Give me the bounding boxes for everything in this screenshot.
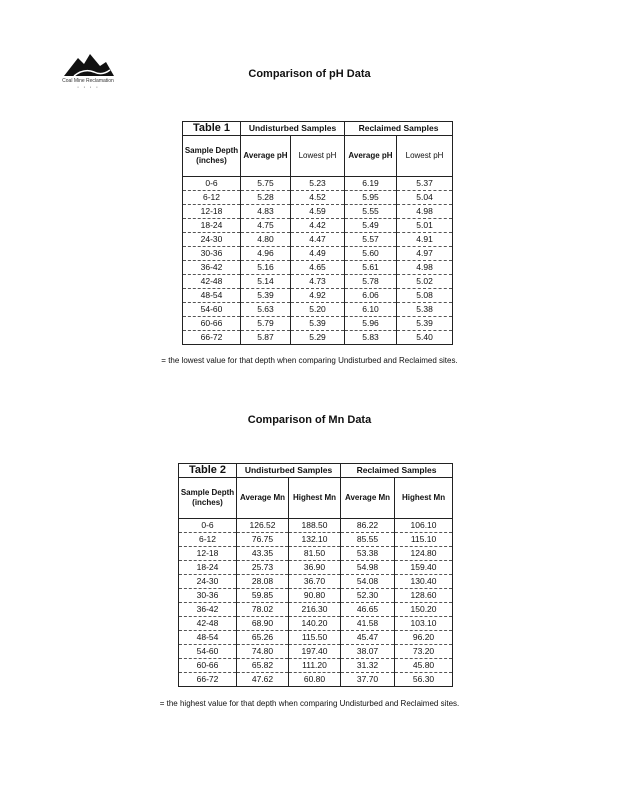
- value-cell: 5.60: [345, 247, 397, 261]
- mn-undisturbed-header: Undisturbed Samples: [237, 464, 341, 478]
- value-cell: 43.35: [237, 547, 289, 561]
- value-cell: 5.79: [241, 317, 291, 331]
- ph-section-title: Comparison of pH Data: [248, 68, 371, 80]
- table-row: [179, 617, 453, 631]
- value-cell: 5.39: [241, 289, 291, 303]
- value-cell: 5.29: [291, 331, 345, 345]
- value-cell: 124.80: [395, 547, 453, 561]
- value-cell: 103.10: [395, 617, 453, 631]
- value-cell: 5.37: [397, 177, 453, 191]
- depth-cell: 48-54: [183, 289, 241, 303]
- value-cell: 96.20: [395, 631, 453, 645]
- depth-cell: 60-66: [183, 317, 241, 331]
- depth-cell: 60-66: [179, 659, 237, 673]
- table-row: [183, 233, 453, 247]
- ph-col-reclaimed-average: Average pH: [345, 136, 397, 177]
- value-cell: 52.30: [341, 589, 395, 603]
- value-cell: 5.40: [397, 331, 453, 345]
- table-row: [179, 589, 453, 603]
- ph-col-undisturbed-average: Average pH: [241, 136, 291, 177]
- value-cell: 5.96: [345, 317, 397, 331]
- value-cell: 216.30: [289, 603, 341, 617]
- value-cell: 5.95: [345, 191, 397, 205]
- value-cell: 31.32: [341, 659, 395, 673]
- value-cell: 5.61: [345, 261, 397, 275]
- value-cell: 85.55: [341, 533, 395, 547]
- value-cell: 78.02: [237, 603, 289, 617]
- value-cell: 5.55: [345, 205, 397, 219]
- ph-table-label: Table 1: [183, 122, 241, 136]
- mn-footnote: = the highest value for that depth when comparing Undisturbed and Reclaimed sites.: [159, 699, 460, 708]
- value-cell: 5.49: [345, 219, 397, 233]
- value-cell: 4.49: [291, 247, 345, 261]
- value-cell: 76.75: [237, 533, 289, 547]
- value-cell: 188.50: [289, 519, 341, 533]
- value-cell: 36.70: [289, 575, 341, 589]
- value-cell: 45.47: [341, 631, 395, 645]
- table-row: [183, 219, 453, 233]
- depth-cell: 6-12: [183, 191, 241, 205]
- depth-cell: 24-30: [183, 233, 241, 247]
- value-cell: 5.20: [291, 303, 345, 317]
- depth-cell: 18-24: [179, 561, 237, 575]
- table-row: [183, 177, 453, 191]
- mn-col-undisturbed-average: Average Mn: [237, 478, 289, 519]
- value-cell: 41.58: [341, 617, 395, 631]
- value-cell: 25.73: [237, 561, 289, 575]
- table-row: [183, 191, 453, 205]
- value-cell: 5.39: [291, 317, 345, 331]
- mn-reclaimed-header: Reclaimed Samples: [341, 464, 453, 478]
- value-cell: 5.78: [345, 275, 397, 289]
- value-cell: 6.19: [345, 177, 397, 191]
- value-cell: 4.92: [291, 289, 345, 303]
- table-row: [179, 631, 453, 645]
- value-cell: 4.47: [291, 233, 345, 247]
- value-cell: 126.52: [237, 519, 289, 533]
- value-cell: 159.40: [395, 561, 453, 575]
- depth-cell: 36-42: [183, 261, 241, 275]
- value-cell: 5.28: [241, 191, 291, 205]
- table-row: [179, 673, 453, 687]
- table-row: [183, 261, 453, 275]
- value-cell: 54.08: [341, 575, 395, 589]
- value-cell: 130.40: [395, 575, 453, 589]
- depth-cell: 24-30: [179, 575, 237, 589]
- depth-cell: 12-18: [179, 547, 237, 561]
- table-row: [179, 645, 453, 659]
- ph-col-undisturbed-lowest: Lowest pH: [291, 136, 345, 177]
- value-cell: 111.20: [289, 659, 341, 673]
- value-cell: 5.83: [345, 331, 397, 345]
- depth-cell: 30-36: [183, 247, 241, 261]
- value-cell: 150.20: [395, 603, 453, 617]
- value-cell: 4.91: [397, 233, 453, 247]
- value-cell: 47.62: [237, 673, 289, 687]
- value-cell: 68.90: [237, 617, 289, 631]
- table-row: [183, 275, 453, 289]
- table-row: [179, 533, 453, 547]
- depth-cell: 0-6: [179, 519, 237, 533]
- value-cell: 5.87: [241, 331, 291, 345]
- value-cell: 74.80: [237, 645, 289, 659]
- table-row: [183, 289, 453, 303]
- table-row: [179, 603, 453, 617]
- value-cell: 90.80: [289, 589, 341, 603]
- table-row: [179, 547, 453, 561]
- depth-cell: 36-42: [179, 603, 237, 617]
- logo-text: Coal Mine Reclamation: [62, 78, 114, 84]
- depth-cell: 54-60: [179, 645, 237, 659]
- value-cell: 4.75: [241, 219, 291, 233]
- value-cell: 5.23: [291, 177, 345, 191]
- value-cell: 54.98: [341, 561, 395, 575]
- value-cell: 140.20: [289, 617, 341, 631]
- value-cell: 36.90: [289, 561, 341, 575]
- depth-cell: 54-60: [183, 303, 241, 317]
- ph-footnote: = the lowest value for that depth when comparing Undisturbed and Reclaimed sites.: [161, 356, 458, 365]
- depth-cell: 0-6: [183, 177, 241, 191]
- ph-undisturbed-header: Undisturbed Samples: [241, 122, 345, 136]
- value-cell: 65.82: [237, 659, 289, 673]
- value-cell: 5.02: [397, 275, 453, 289]
- ph-table: [182, 121, 453, 345]
- depth-cell: 66-72: [179, 673, 237, 687]
- depth-cell: 30-36: [179, 589, 237, 603]
- ph-col-depth: Sample Depth (inches): [183, 136, 241, 177]
- mn-table: [178, 463, 453, 687]
- value-cell: 65.26: [237, 631, 289, 645]
- value-cell: 4.52: [291, 191, 345, 205]
- ph-reclaimed-header: Reclaimed Samples: [345, 122, 453, 136]
- value-cell: 5.57: [345, 233, 397, 247]
- depth-cell: 12-18: [183, 205, 241, 219]
- value-cell: 60.80: [289, 673, 341, 687]
- value-cell: 5.38: [397, 303, 453, 317]
- mn-col-reclaimed-highest: Highest Mn: [395, 478, 453, 519]
- value-cell: 4.59: [291, 205, 345, 219]
- depth-cell: 42-48: [179, 617, 237, 631]
- depth-cell: 66-72: [183, 331, 241, 345]
- value-cell: 53.38: [341, 547, 395, 561]
- value-cell: 4.65: [291, 261, 345, 275]
- value-cell: 5.75: [241, 177, 291, 191]
- table-row: [179, 575, 453, 589]
- depth-cell: 6-12: [179, 533, 237, 547]
- value-cell: 4.98: [397, 205, 453, 219]
- value-cell: 5.16: [241, 261, 291, 275]
- mn-col-depth: Sample Depth (inches): [179, 478, 237, 519]
- table-row: [183, 247, 453, 261]
- table-row: [179, 659, 453, 673]
- value-cell: 45.80: [395, 659, 453, 673]
- value-cell: 6.10: [345, 303, 397, 317]
- depth-cell: 18-24: [183, 219, 241, 233]
- value-cell: 4.97: [397, 247, 453, 261]
- logo-subtext: · · · ·: [76, 84, 100, 91]
- value-cell: 38.07: [341, 645, 395, 659]
- value-cell: 197.40: [289, 645, 341, 659]
- value-cell: 56.30: [395, 673, 453, 687]
- value-cell: 5.39: [397, 317, 453, 331]
- value-cell: 115.50: [289, 631, 341, 645]
- value-cell: 28.08: [237, 575, 289, 589]
- value-cell: 128.60: [395, 589, 453, 603]
- table-row: [183, 303, 453, 317]
- value-cell: 5.14: [241, 275, 291, 289]
- table-row: [183, 317, 453, 331]
- value-cell: 4.98: [397, 261, 453, 275]
- value-cell: 5.08: [397, 289, 453, 303]
- table-row: [179, 519, 453, 533]
- mn-section-title: Comparison of Mn Data: [247, 414, 372, 426]
- value-cell: 4.96: [241, 247, 291, 261]
- value-cell: 5.04: [397, 191, 453, 205]
- table-row: [183, 331, 453, 345]
- value-cell: 115.10: [395, 533, 453, 547]
- value-cell: 37.70: [341, 673, 395, 687]
- value-cell: 6.06: [345, 289, 397, 303]
- value-cell: 59.85: [237, 589, 289, 603]
- mn-col-undisturbed-highest: Highest Mn: [289, 478, 341, 519]
- value-cell: 4.83: [241, 205, 291, 219]
- value-cell: 106.10: [395, 519, 453, 533]
- value-cell: 46.65: [341, 603, 395, 617]
- table-row: [179, 561, 453, 575]
- value-cell: 4.73: [291, 275, 345, 289]
- value-cell: 86.22: [341, 519, 395, 533]
- value-cell: 132.10: [289, 533, 341, 547]
- value-cell: 4.80: [241, 233, 291, 247]
- depth-cell: 42-48: [183, 275, 241, 289]
- mn-table-label: Table 2: [179, 464, 237, 478]
- depth-cell: 48-54: [179, 631, 237, 645]
- value-cell: 5.63: [241, 303, 291, 317]
- value-cell: 73.20: [395, 645, 453, 659]
- value-cell: 5.01: [397, 219, 453, 233]
- table-row: [183, 205, 453, 219]
- ph-col-reclaimed-lowest: Lowest pH: [397, 136, 453, 177]
- value-cell: 4.42: [291, 219, 345, 233]
- mn-col-reclaimed-average: Average Mn: [341, 478, 395, 519]
- value-cell: 81.50: [289, 547, 341, 561]
